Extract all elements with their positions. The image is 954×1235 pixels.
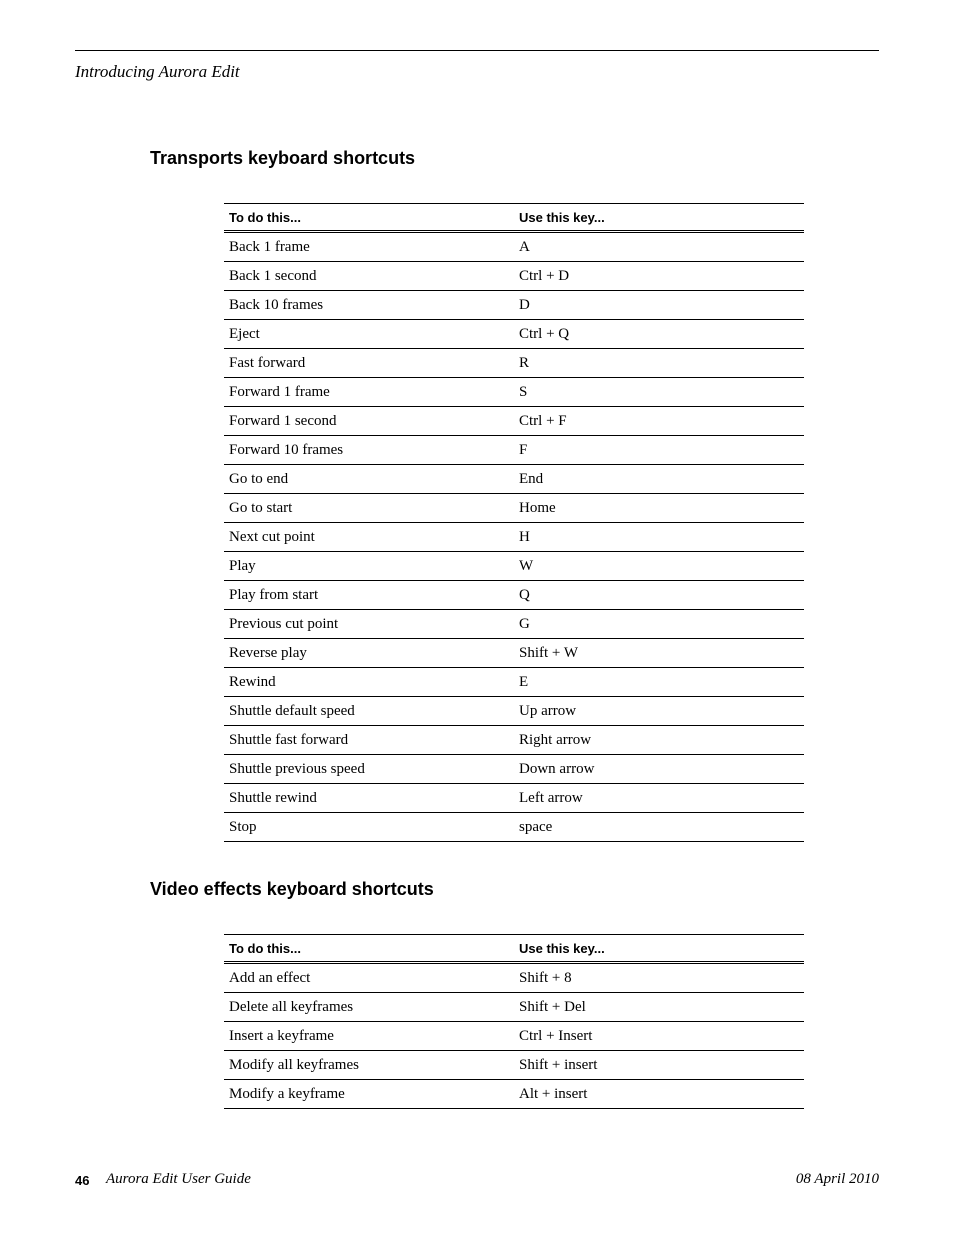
action-cell: Back 1 second: [224, 262, 514, 291]
action-cell: Go to end: [224, 465, 514, 494]
action-cell: Stop: [224, 813, 514, 842]
table-row: [224, 581, 804, 610]
table-row: [224, 320, 804, 349]
key-cell: Alt + insert: [514, 1080, 804, 1109]
key-cell: G: [514, 610, 804, 639]
table-row: [224, 639, 804, 668]
table-row: [224, 378, 804, 407]
video-effects-shortcuts-heading: Video effects keyboard shortcuts: [150, 879, 434, 899]
action-cell: Forward 1 frame: [224, 378, 514, 407]
key-cell: Home: [514, 494, 804, 523]
key-cell: Right arrow: [514, 726, 804, 755]
key-cell: End: [514, 465, 804, 494]
table-row: [224, 697, 804, 726]
key-cell: R: [514, 349, 804, 378]
action-cell: Forward 1 second: [224, 407, 514, 436]
table-header-row: [224, 935, 804, 963]
action-cell: Delete all keyframes: [224, 993, 514, 1022]
action-cell: Previous cut point: [224, 610, 514, 639]
action-cell: Back 10 frames: [224, 291, 514, 320]
action-cell: Add an effect: [224, 963, 514, 993]
table-row: [224, 465, 804, 494]
action-cell: Modify all keyframes: [224, 1051, 514, 1080]
table-row: [224, 755, 804, 784]
table-row: [224, 726, 804, 755]
key-cell: D: [514, 291, 804, 320]
action-cell: Play from start: [224, 581, 514, 610]
table-row: [224, 523, 804, 552]
action-cell: Shuttle rewind: [224, 784, 514, 813]
action-cell: Shuttle default speed: [224, 697, 514, 726]
header-rule: [75, 50, 879, 51]
key-cell: Ctrl + Q: [514, 320, 804, 349]
page-number: 46: [75, 1173, 90, 1188]
key-cell: E: [514, 668, 804, 697]
table-row: [224, 436, 804, 465]
key-cell: H: [514, 523, 804, 552]
table-row: [224, 291, 804, 320]
action-cell: Forward 10 frames: [224, 436, 514, 465]
table-row: [224, 784, 804, 813]
key-cell: Down arrow: [514, 755, 804, 784]
guide-title: Aurora Edit User Guide: [106, 1171, 251, 1187]
transport-shortcuts-table: [224, 203, 804, 842]
table-row: [224, 813, 804, 842]
action-cell: Shuttle previous speed: [224, 755, 514, 784]
table-row: [224, 1080, 804, 1109]
table-row: [224, 262, 804, 291]
key-cell: Shift + Del: [514, 993, 804, 1022]
key-cell: Left arrow: [514, 784, 804, 813]
action-cell: Play: [224, 552, 514, 581]
action-cell: Fast forward: [224, 349, 514, 378]
key-cell: Shift + W: [514, 639, 804, 668]
action-cell: Insert a keyframe: [224, 1022, 514, 1051]
table-row: [224, 1022, 804, 1051]
column-header-action: To do this...: [224, 204, 514, 232]
table-row: [224, 1051, 804, 1080]
action-cell: Reverse play: [224, 639, 514, 668]
action-cell: Go to start: [224, 494, 514, 523]
key-cell: Shift + insert: [514, 1051, 804, 1080]
table-row: [224, 407, 804, 436]
action-cell: Back 1 frame: [224, 232, 514, 262]
column-header-key: Use this key...: [514, 935, 804, 963]
table-header-row: [224, 204, 804, 232]
key-cell: W: [514, 552, 804, 581]
document-date: 08 April 2010: [795, 1171, 879, 1187]
transport-shortcuts-heading: Transports keyboard shortcuts: [150, 148, 416, 168]
key-cell: Q: [514, 581, 804, 610]
table-row: [224, 232, 804, 262]
table-row: [224, 668, 804, 697]
key-cell: Ctrl + Insert: [514, 1022, 804, 1051]
key-cell: S: [514, 378, 804, 407]
key-cell: space: [514, 813, 804, 842]
action-cell: Shuttle fast forward: [224, 726, 514, 755]
key-cell: Ctrl + F: [514, 407, 804, 436]
table-row: [224, 349, 804, 378]
key-cell: Ctrl + D: [514, 262, 804, 291]
table-row: [224, 993, 804, 1022]
action-cell: Rewind: [224, 668, 514, 697]
action-cell: Next cut point: [224, 523, 514, 552]
key-cell: A: [514, 232, 804, 262]
running-head: Introducing Aurora Edit: [75, 62, 240, 81]
column-header-key: Use this key...: [514, 204, 804, 232]
action-cell: Modify a keyframe: [224, 1080, 514, 1109]
table-row: [224, 552, 804, 581]
key-cell: Shift + 8: [514, 963, 804, 993]
table-row: [224, 610, 804, 639]
key-cell: F: [514, 436, 804, 465]
key-cell: Up arrow: [514, 697, 804, 726]
action-cell: Eject: [224, 320, 514, 349]
table-row: [224, 494, 804, 523]
column-header-action: To do this...: [224, 935, 514, 963]
video-effects-shortcuts-table: [224, 934, 804, 1109]
table-row: [224, 963, 804, 993]
